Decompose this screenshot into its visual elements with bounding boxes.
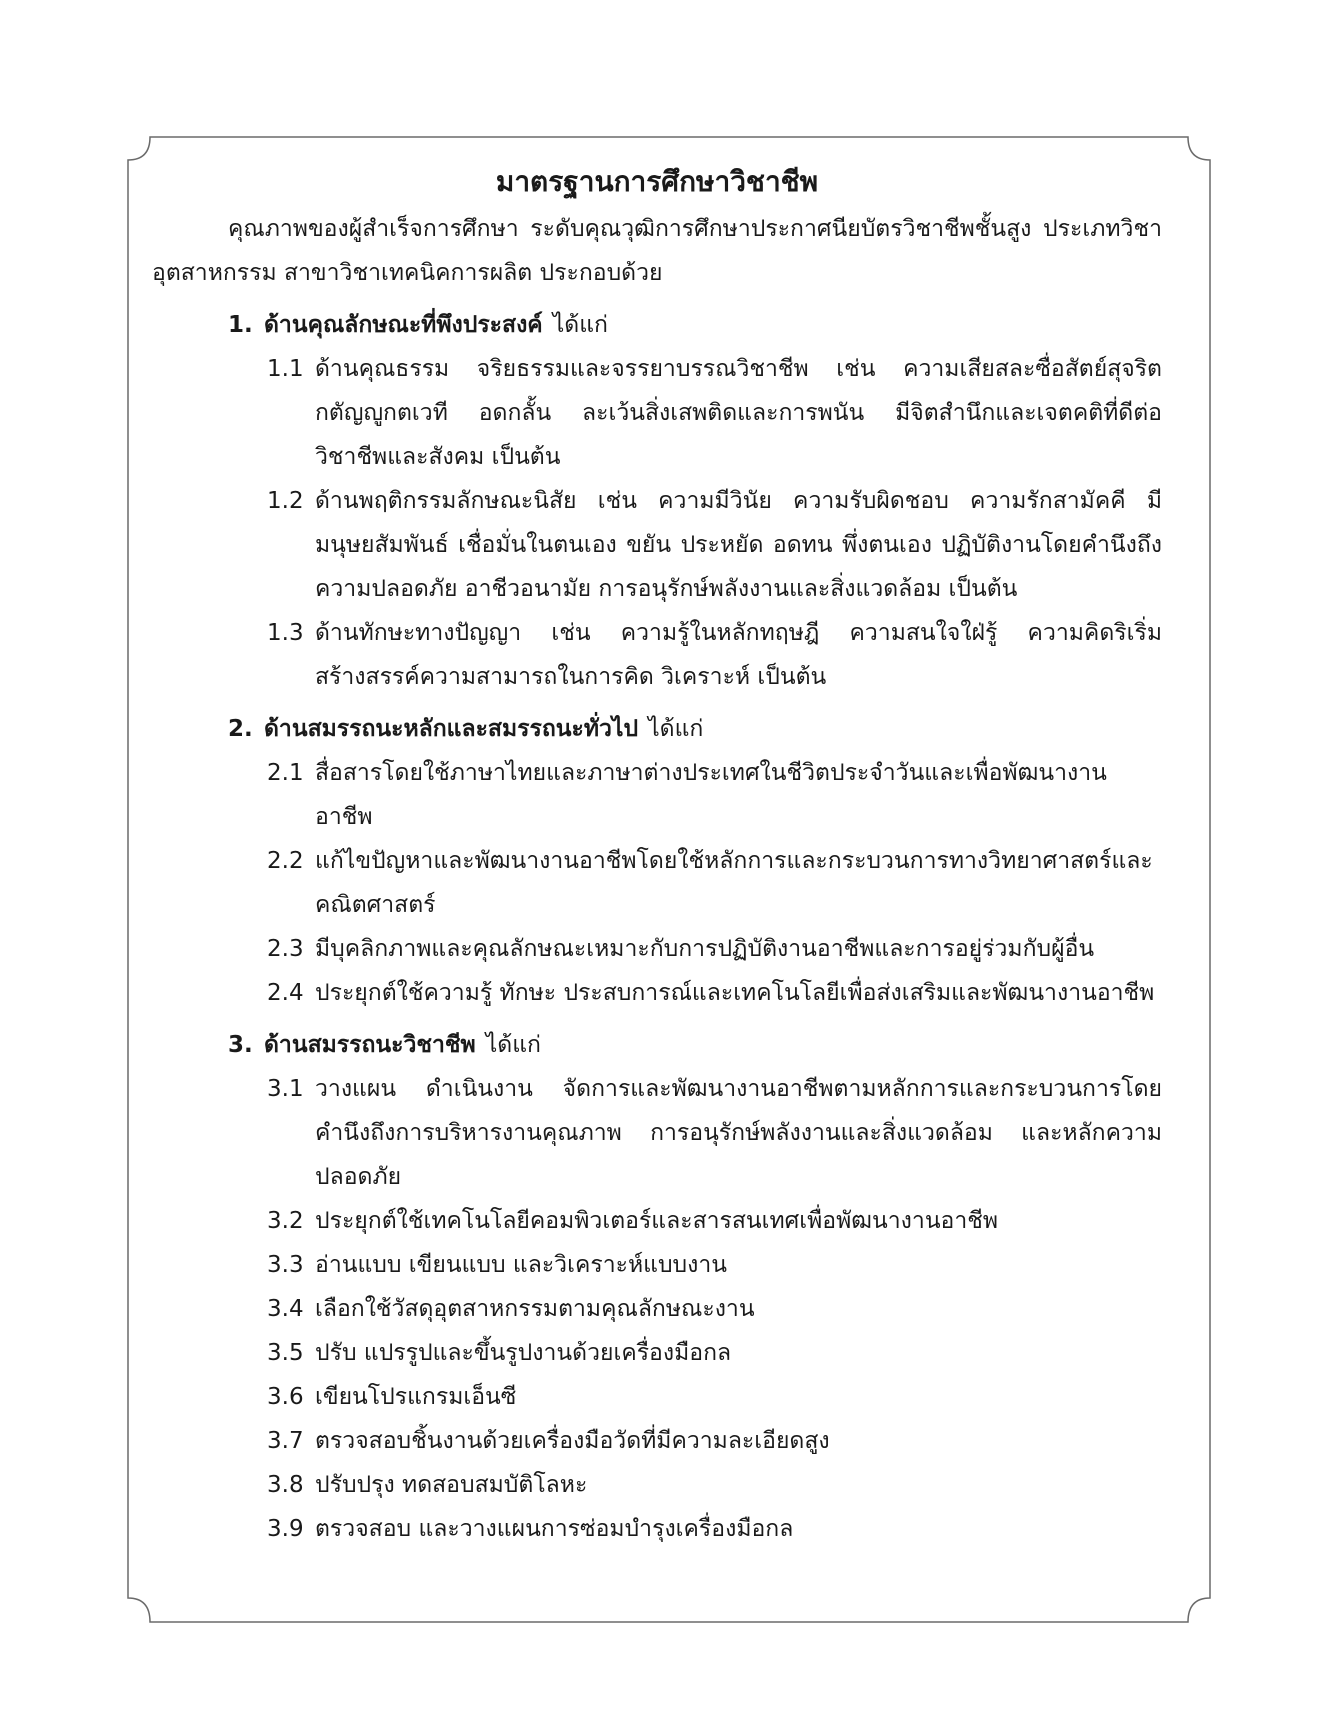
intro-paragraph: คุณภาพของผู้สำเร็จการศึกษา ระดับคุณวุฒิการศึกษาประกาศนียบัตรวิชาชีพชั้นสูง ประเภทวิชาอุตสาหกรรม สาขาวิชาเทคนิคการผลิต ประกอบด้วย [152,216,1162,286]
list-item [152,1463,1162,1507]
item-text: มีบุคลิกภาพและคุณลักษณะเหมาะกับการปฏิบัติงานอาชีพและการอยู่ร่วมกับผู้อื่น [315,936,1095,962]
list-item [152,751,1162,839]
section-suffix: ได้แก่ [648,716,704,742]
item-number: 3.3 [267,1252,304,1278]
list-item [152,839,1162,927]
item-text: อ่านแบบ เขียนแบบ และวิเคราะห์แบบงาน [315,1252,728,1278]
item-text: ประยุกต์ใช้ความรู้ ทักษะ ประสบการณ์และเทคโนโลยีเพื่อส่งเสริมและพัฒนางานอาชีพ [315,980,1155,1006]
item-number: 3.6 [267,1384,304,1410]
item-text: ปรับปรุง ทดสอบสมบัติโลหะ [315,1472,588,1498]
item-number: 3.5 [267,1340,304,1366]
list-item [152,1375,1162,1419]
section-number: 2. [228,716,253,742]
list-item [152,1287,1162,1331]
item-text: ประยุกต์ใช้เทคโนโลยีคอมพิวเตอร์และสารสนเทศเพื่อพัฒนางานอาชีพ [315,1208,999,1234]
item-number: 3.4 [267,1296,304,1322]
item-number: 2.2 [267,848,304,874]
item-text: ตรวจสอบชิ้นงานด้วยเครื่องมือวัดที่มีความละเอียดสูง [315,1428,830,1454]
list-item [152,479,1162,611]
item-text: เขียนโปรแกรมเอ็นซี [315,1384,517,1410]
list-item [152,1243,1162,1287]
item-number: 1.3 [267,620,304,646]
section-suffix: ได้แก่ [485,1032,541,1058]
item-number: 2.3 [267,936,304,962]
item-text: ด้านพฤติกรรมลักษณะนิสัย เช่น ความมีวินัย ความรับผิดชอบ ความรักสามัคคี มีมนุษยสัมพันธ์ เชื่อมั่นในตนเอง ขยัน ประหยัด อดทน พึ่งตนเอง ปฏิบัติงานโดยคำนึงถึงความปลอดภัย อาชีวอนามัย การอนุรักษ์พลังงานและสิ่งแวดล้อม เป็นต้น [315,488,1162,602]
list-item [152,1331,1162,1375]
item-number: 3.8 [267,1472,304,1498]
document-body [152,157,1162,1551]
list-item [152,927,1162,971]
section-title: ด้านคุณลักษณะที่พึงประสงค์ [264,312,543,338]
item-text: วางแผน ดำเนินงาน จัดการและพัฒนางานอาชีพตามหลักการและกระบวนการโดยคำนึงถึงการบริหารงานคุณภาพ การอนุรักษ์พลังงานและสิ่งแวดล้อม และหลักความปลอดภัย [315,1076,1162,1190]
item-text: ด้านทักษะทางปัญญา เช่น ความรู้ในหลักทฤษฎี ความสนใจใฝ่รู้ ความคิดริเริ่มสร้างสรรค์ความสามารถในการคิด วิเคราะห์ เป็นต้น [315,620,1162,690]
item-text: เลือกใช้วัสดุอุตสาหกรรมตามคุณลักษณะงาน [315,1296,755,1322]
item-number: 3.1 [267,1076,304,1102]
item-text: ตรวจสอบ และวางแผนการซ่อมบำรุงเครื่องมือกล [315,1516,794,1542]
section-number: 1. [228,312,253,338]
section-number: 3. [228,1032,253,1058]
sections-container [152,303,1162,1551]
item-number: 2.4 [267,980,304,1006]
list-item [152,971,1162,1015]
section-heading [152,707,1162,751]
item-number: 2.1 [267,760,304,786]
item-text: ปรับ แปรรูปและขึ้นรูปงานด้วยเครื่องมือกล [315,1340,732,1366]
list-item [152,1419,1162,1463]
list-item [152,611,1162,699]
item-text: สื่อสารโดยใช้ภาษาไทยและภาษาต่างประเทศในชีวิตประจำวันและเพื่อพัฒนางานอาชีพ [315,760,1107,830]
section-1 [152,303,1162,699]
section-suffix: ได้แก่ [552,312,608,338]
item-number: 1.2 [267,488,304,514]
item-number: 1.1 [267,356,304,382]
section-heading [152,1023,1162,1067]
list-item [152,1507,1162,1551]
section-3 [152,1023,1162,1551]
section-title: ด้านสมรรถนะหลักและสมรรถนะทั่วไป [264,716,639,742]
section-heading [152,303,1162,347]
list-item [152,347,1162,479]
section-title: ด้านสมรรถนะวิชาชีพ [264,1032,476,1058]
item-text: ด้านคุณธรรม จริยธรรมและจรรยาบรรณวิชาชีพ เช่น ความเสียสละซื่อสัตย์สุจริต กตัญญูกตเวที อดกลั้น ละเว้นสิ่งเสพติดและการพนัน มีจิตสำนึกและเจตคติที่ดีต่อวิชาชีพและสังคม เป็นต้น [315,356,1162,470]
item-number: 3.2 [267,1208,304,1234]
item-number: 3.9 [267,1516,304,1542]
list-item [152,1067,1162,1199]
item-text: แก้ไขปัญหาและพัฒนางานอาชีพโดยใช้หลักการและกระบวนการทางวิทยาศาสตร์และคณิตศาสตร์ [315,848,1153,918]
section-2 [152,707,1162,1015]
item-number: 3.7 [267,1428,304,1454]
page-title: มาตรฐานการศึกษาวิชาชีพ [495,165,819,198]
list-item [152,1199,1162,1243]
